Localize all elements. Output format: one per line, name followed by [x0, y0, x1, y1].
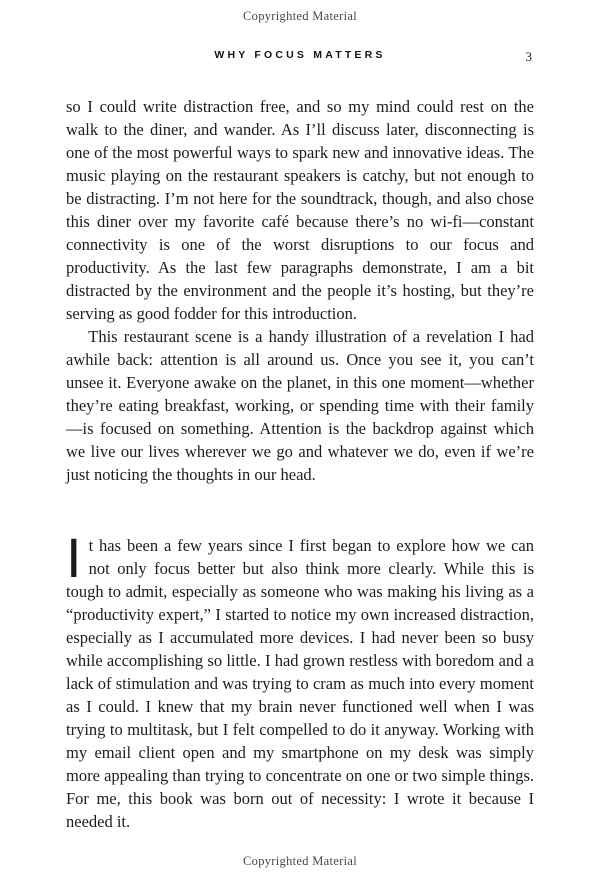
running-header — [0, 49, 600, 64]
paragraph-3-text: t has been a few years since I first began to explore how we can not only focus better but also think more clearly. While this is tough to admit, especially as someone who was making his living as a “productivity expert,” I started to notice my own increased distraction, especially as I accumulated more devices. I had never been so busy while accomplishing so little. I had grown restless with boredom and a lack of stimulation and was trying to cram as much into every moment as I could. I knew that my brain never functioned well when I was trying to multitask, but I felt compelled to do it anyway. Working with my email client open and my smartphone on my desk was simply more appealing than trying to concentrate on one or two simple things. For me, this book was born out of necessity: I wrote it because I needed it. — [66, 536, 534, 831]
page-number: 3 — [525, 49, 532, 64]
paragraph-3 — [66, 526, 534, 833]
body-text — [0, 95, 600, 833]
copyright-notice-bottom: Copyrighted Material — [243, 854, 357, 868]
drop-cap: I — [66, 526, 82, 589]
chapter-title: WHY FOCUS MATTERS — [214, 49, 386, 61]
section-break — [66, 486, 534, 534]
paragraph-1: so I could write distraction free, and so my mind could rest on the walk to the diner, and wander. As I’ll discuss later, disconnecting is one of the most powerful ways to spark new and innovative ideas. The music playing on the restaurant speakers is catchy, but not enough to be distracting. I’m not here for the soundtrack, though, and also chose this diner over my favorite café because there’s no wi-fi—constant connectivity is one of the worst disruptions to our focus and productivity. As the last few paragraphs demonstrate, I am a bit distracted by the environment and the people it’s hosting, but they’re serving as good fodder for this introduction. — [66, 97, 534, 323]
paragraph-2: This restaurant scene is a handy illustration of a revelation I had awhile back: attention is all around us. Once you see it, you can’t unsee it. Everyone awake on the planet, in this one moment—whether they’re eating breakfast, working, or spending time with their family—is focused on something. Attention is the backdrop against which we live our lives wherever we go and whatever we do, even if we’re just noticing the thoughts in our head. — [66, 327, 534, 484]
copyright-notice-top: Copyrighted Material — [243, 9, 357, 23]
